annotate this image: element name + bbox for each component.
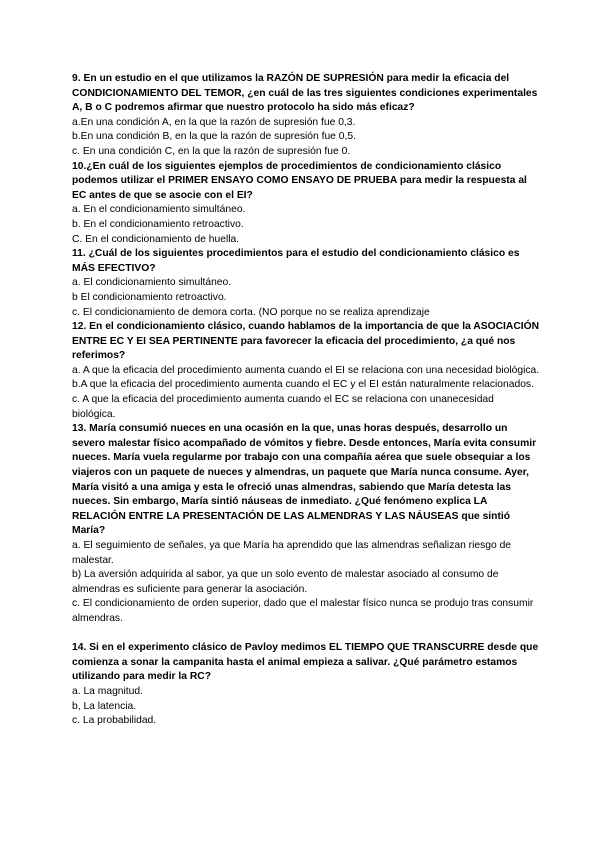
question-9-option-c: c. En una condición C, en la que la razón de supresión fue 0. — [72, 145, 351, 157]
question-9-option-a: a.En una condición A, en la que la razón de supresión fue 0,3. — [72, 116, 356, 128]
question-14: 14. Si en el experimento clásico de Pavloy medimos EL TIEMPO QUE TRANSCURRE desde que comienza a sonar la campanita hasta el animal empieza a salivar. ¿Qué parámetro estamos utilizando para medir la RC? — [72, 642, 539, 683]
question-12: 12. En el condicionamiento clásico, cuando hablamos de la importancia de que la ASOCIACIÓN ENTRE EC Y EI SEA PERTINENTE para favorecer la eficacia del procedimiento, ¿a qué nos referimos? — [72, 321, 540, 362]
question-11-option-c: c. El condicionamiento de demora corta. (NO porque no se realiza aprendizaje — [72, 306, 430, 318]
question-14-option-c: c. La probabilidad. — [72, 715, 157, 727]
question-10-option-a: a. En el condicionamiento simultáneo. — [72, 204, 246, 216]
question-11-option-b: b El condicionamiento retroactivo. — [72, 291, 227, 303]
question-10-option-c: C. En el condicionamiento de huella. — [72, 233, 240, 245]
question-11-option-a: a. El condicionamiento simultáneo. — [72, 277, 232, 289]
question-13-option-b: b) La aversión adquirida al sabor, ya que un solo evento de malestar asociado al consumo de almendras es suficiente para generar la asociación. — [72, 569, 499, 595]
question-12-option-b: b.A que la eficacia del procedimiento aumenta cuando el EC y el EI están naturalmente relacionados. — [72, 379, 534, 391]
question-10-option-b: b. En el condicionamiento retroactivo. — [72, 218, 244, 230]
question-10: 10.¿En cuál de los siguientes ejemplos de procedimientos de condicionamiento clásico podemos utilizar el PRIMER ENSAYO COMO ENSAYO DE PRUEBA para medir la respuesta al EC antes de que se asocie con el EI? — [72, 160, 527, 201]
question-14-option-a: a. La magnitud. — [72, 685, 143, 697]
question-9-option-b: b.En una condición B, en la que la razón de supresión fue 0,5. — [72, 131, 356, 143]
question-13: 13. María consumió nueces en una ocasión en la que, unas horas después, desarrollo un severo malestar físico acompañado de vómitos y fiebre. Desde entonces, María evita consumir nueces. María vuela regularme por trabajo con una compañía aérea que suele obsequiar a los viajeros con un paquete de nueces y almendras, un paquete que María nunca consume. Ayer, María visitó a una amiga y esta le ofreció unas almendras, sabiendo que María detesta las nueces. Sin embargo, María sintió náuseas de inmediato. ¿Qué fenómeno explica LA RELACIÓN ENTRE LA PRESENTACIÓN DE LAS ALMENDRAS Y LAS NÁUSEAS que sintió María? — [72, 423, 537, 537]
question-12-option-a: a. A que la eficacia del procedimiento aumenta cuando el EI se relaciona con una necesidad biológica. — [72, 364, 540, 376]
document-page — [72, 72, 540, 729]
question-14-option-b: b, La latencia. — [72, 700, 137, 712]
question-12-option-c: c. A que la eficacia del procedimiento aumenta cuando el EC se relaciona con unanecesidad biológica. — [72, 394, 494, 420]
question-13-option-a: a. El seguimiento de señales, ya que María ha aprendido que las almendras señalizan riesgo de malestar. — [72, 540, 512, 566]
question-9: 9. En un estudio en el que utilizamos la RAZÓN DE SUPRESIÓN para medir la eficacia del CONDICIONAMIENTO DEL TEMOR, ¿en cuál de las tres siguientes condiciones experimentales A, B o C podremos afirmar que nuestro protocolo ha sido más eficaz? — [72, 73, 538, 114]
blank-line — [72, 627, 540, 642]
question-11: 11. ¿Cuál de los siguientes procedimientos para el estudio del condicionamiento clásico es MÁS EFECTIVO? — [72, 248, 520, 274]
question-13-option-c: c. El condicionamiento de orden superior, dado que el malestar físico nunca se produjo tras consumir almendras. — [72, 598, 534, 624]
